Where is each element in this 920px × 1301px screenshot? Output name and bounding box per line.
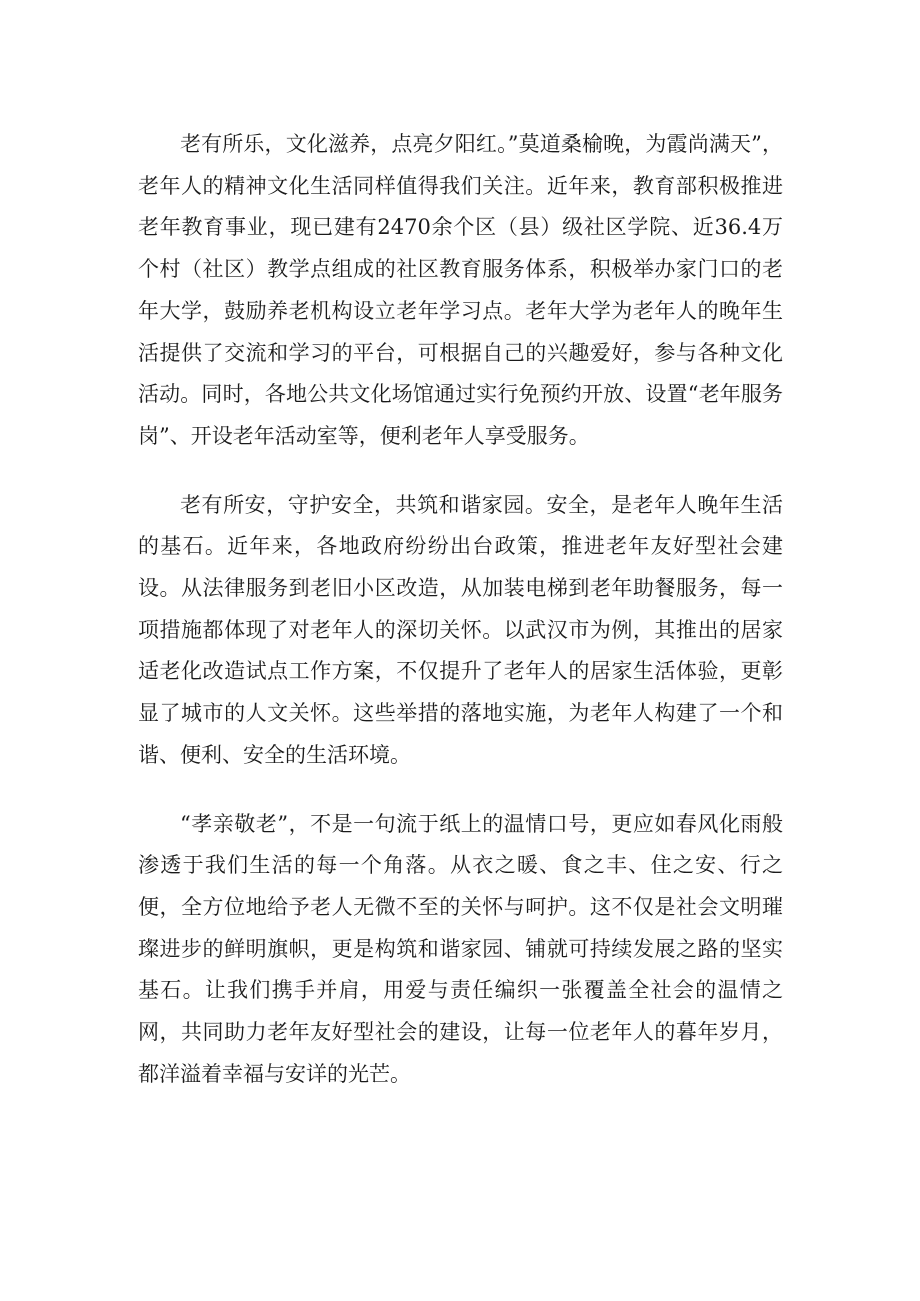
paragraph-filial-piety: “孝亲敬老”，不是一句流于纸上的温情口号，更应如春风化雨般渗透于我们生活的每一个角落。从衣之暖、食之丰、住之安、行之便，全方位地给予老人无微不至的关怀与呵护。这不仅是社会文明璀璨进步的鲜明旗帜，更是构筑和谐家园、铺就可持续发展之路的坚实基石。让我们携手并肩，用爱与责任编织一张覆盖全社会的温情之网，共同助力老年友好型社会的建设，让每一位老年人的暮年岁月，都洋溢着幸福与安详的光芒。 — [138, 811, 783, 1086]
paragraph-safety: 老有所安，守护安全，共筑和谐家园。安全，是老年人晚年生活的基石。近年来，各地政府纷纷出台政策，推进老年友好型社会建设。从法律服务到老旧小区改造，从加装电梯到老年助餐服务，每一项措施都体现了对老年人的深切关怀。以武汉市为例，其推出的居家适老化改造试点工作方案，不仅提升了老年人的居家生活体验，更彰显了城市的人文关怀。这些举措的落地实施，为老年人构建了一个和谐、便利、安全的生活环境。 — [138, 492, 783, 767]
paragraph-culture: 老有所乐，文化滋养，点亮夕阳红。”莫道桑榆晚，为霞尚满天”，老年人的精神文化生活同样值得我们关注。近年来，教育部积极推进老年教育事业，现已建有2470余个区（县）级社区学院、近36.4万个村（社区）教学点组成的社区教育服务体系，积极举办家门口的老年大学，鼓励养老机构设立老年学习点。老年大学为老年人的晚年生活提供了交流和学习的平台，可根据自己的兴趣爱好，参与各种文化活动。同时，各地公共文化场馆通过实行免预约开放、设置“老年服务岗”、开设老年活动室等，便利老年人享受服务。 — [138, 132, 783, 448]
document-body — [138, 124, 783, 1095]
